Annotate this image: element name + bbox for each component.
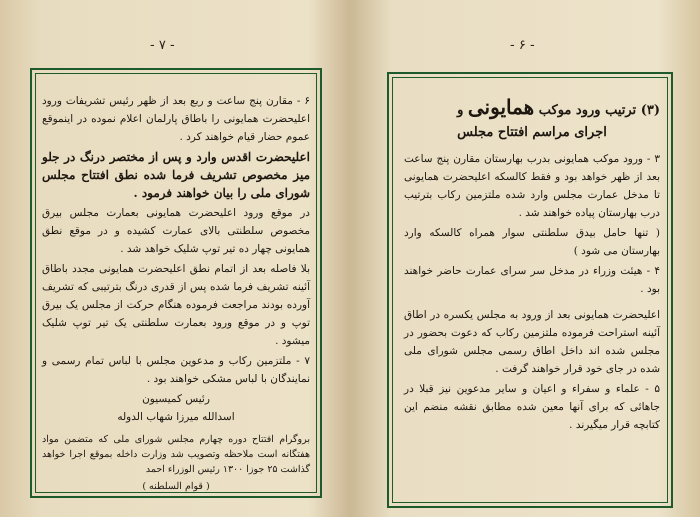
- signature-name: اسدالله میرزا شهاب الدوله: [117, 411, 235, 423]
- paragraph: ۴ - هیئت وزراء در مدخل سر سرای عمارت حاضر خواهند بود .: [404, 265, 660, 295]
- paragraph: ۶ - مقارن پنج ساعت و ربع بعد از ظهر رئیس تشریفات ورود اعلیحضرت همایونی را باطاق پارلمان اعلام نموده در اینموقع عموم حضار قیام خواهند کرد .: [42, 95, 310, 143]
- section-subheading: اجرای مراسم افتتاح مجلس: [457, 125, 607, 140]
- page-text: [42, 92, 310, 494]
- paragraph: اعلیحضرت اقدس وارد و پس از مختصر درنگ در جلو میز مخصوص تشریف فرما شده نطق افتتاح مجلس شورای ملی را بیان خواهند فرمود .: [42, 150, 310, 200]
- section-heading: [404, 95, 660, 120]
- heading-suffix: و: [457, 103, 464, 118]
- page-number: - ۶ -: [510, 38, 535, 53]
- page-number: - ۷ -: [150, 38, 175, 53]
- footer-note: بروگرام افتتاح دوره چهارم مجلس شورای ملی که متضمن مواد هفتگانه است ملاحظه وتصویب شد وزارت داخله بموقع اجرا خواهد گذاشت ۲۵ جوزا ۱۳۰۰ رئیس الوزراء احمد: [42, 434, 310, 475]
- paragraph: ۷ - ملتزمین رکاب و مدعوین مجلس با لباس تمام رسمی و نمایندگان با لباس مشکی خواهند بود .: [42, 355, 310, 385]
- paragraph: ۵ - علماء و سفراء و اعیان و سایر مدعوین نیز قبلا در جاهائی که برای آنها معین شده مطابق نقشه منضم این کتابچه قرار میگیرند .: [404, 383, 660, 431]
- paragraph: در موقع ورود اعلیحضرت همایونی بعمارت مجلس بیرق مخصوص سلطنتی بالای عمارت کشیده و در موقع نطق همایونی چهار ده تیر توپ شلیک خواهد شد .: [42, 207, 310, 255]
- footer-closing: ( قوام السلطنه ): [142, 481, 210, 492]
- signature-title: رئیس کمیسیون: [142, 393, 210, 405]
- heading-emphasis: همایونی: [467, 95, 535, 119]
- page-text: [404, 95, 660, 436]
- right-page: [350, 0, 700, 517]
- paragraph: بلا فاصله بعد از اتمام نطق اعلیحضرت همایونی مجدد باطاق آئینه تشریف فرما شده پس از قدری درنگ بترتیبی که تشریف آورده بودند مراجعت فرموده هنگام حرکت از مجلس یک بیرق توپ و در موقع ورود بعمارت سلطنتی یک تیر توپ شلیک میشود .: [42, 263, 310, 347]
- paragraph: اعلیحضرت همایونی بعد از ورود به مجلس یکسره در اطاق آئینه استراحت فرموده ملتزمین رکاب که دعوت بحضور در مجلس شده اند داخل اطاق رسمی مجلس شورای ملی شده در جای خود قرار خواهند گرفت .: [404, 309, 660, 375]
- paragraph: ( تنها حامل بیدق سلطنتی سوار همراه کالسکه وارد بهارستان می شود ): [404, 227, 660, 257]
- heading-prefix: (۳) ترتیب ورود موکب: [538, 103, 660, 118]
- paragraph: ۳ - ورود موکب همایونی بدرب بهارستان مقارن پنج ساعت بعد از ظهر خواهد بود و فقط کالسکه اعلیحضرت همایونی تا مدخل عمارت مجلس وارد شده ملتزمین رکاب بترتیب درب بهارستان پیاده خواهند شد .: [404, 153, 660, 219]
